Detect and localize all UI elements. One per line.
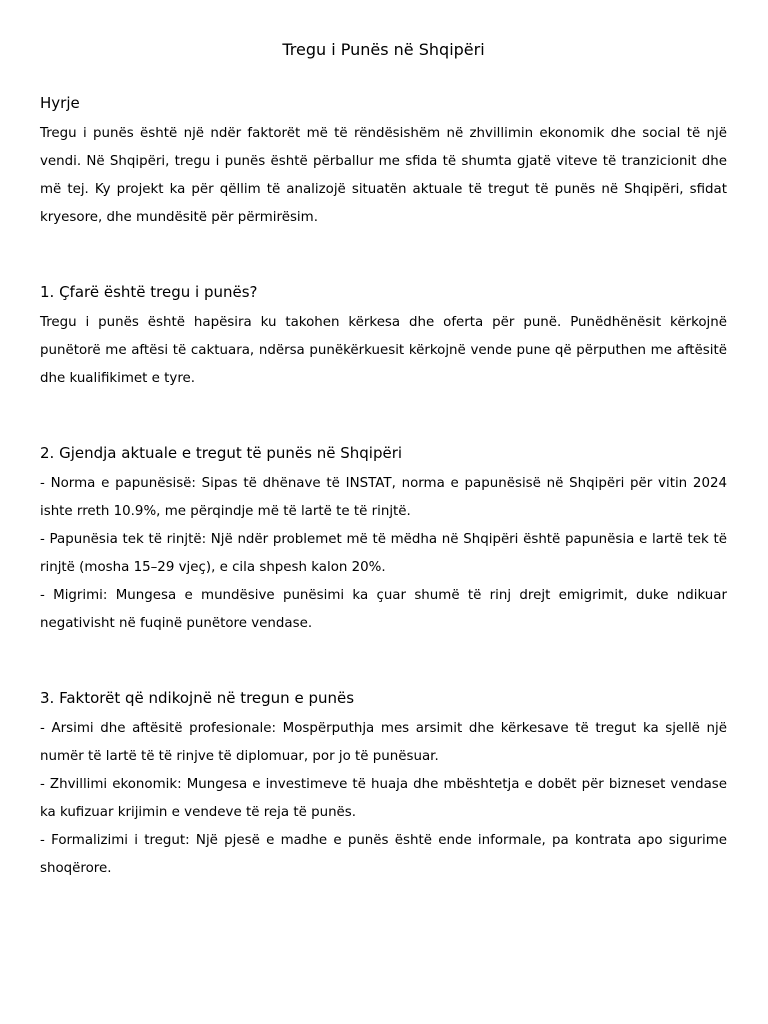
bullet-paragraph: - Zhvillimi ekonomik: Mungesa e investimeve të huaja dhe mbështetja e dobët për bizneset vendase ka kufizuar krijimin e vendeve të reja të punës. <box>40 777 727 820</box>
bullet-paragraph: - Norma e papunësisë: Sipas të dhënave të INSTAT, norma e papunësisë në Shqipëri për vitin 2024 ishte rreth 10.9%, me përqindje më të lartë te të rinjtë. <box>40 476 727 519</box>
section-current-situation <box>40 442 727 638</box>
section-heading: 3. Faktorët që ndikojnë në tregun e punës <box>40 689 355 707</box>
bullet-paragraph: - Migrimi: Mungesa e mundësive punësimi ka çuar shumë të rinj drejt emigrimit, duke ndikuar negativisht në fuqinë punëtore vendase. <box>40 588 727 631</box>
bullet-paragraph: - Papunësia tek të rinjtë: Një ndër problemet më të mëdha në Shqipëri është papunësia e lartë tek të rinjtë (mosha 15–29 vjeç), e cila shpesh kalon 20%. <box>40 532 727 575</box>
bullet-paragraph: - Formalizimi i tregut: Një pjesë e madhe e punës është ende informale, pa kontrata apo sigurime shoqërore. <box>40 833 727 876</box>
document-title: Tregu i Punës në Shqipëri <box>282 40 485 59</box>
section-heading: 1. Çfarë është tregu i punës? <box>40 283 258 301</box>
section-heading: 2. Gjendja aktuale e tregut të punës në Shqipëri <box>40 444 403 462</box>
section-influencing-factors <box>40 687 727 883</box>
paragraph: Tregu i punës është një ndër faktorët më të rëndësishëm në zhvillimin ekonomik dhe social të një vendi. Në Shqipëri, tregu i punës është përballur me sfida të shumta gjatë viteve të tranzicionit dhe më tej. Ky projekt ka për qëllim të analizojë situatën aktuale të tregut të punës në Shqipëri, sfidat kryesore, dhe mundësitë për përmirësim. <box>40 126 727 225</box>
section-heading: Hyrje <box>40 94 80 112</box>
section-introduction <box>40 92 727 232</box>
paragraph: Tregu i punës është hapësira ku takohen kërkesa dhe oferta për punë. Punëdhënësit kërkojnë punëtorë me aftësi të caktuara, ndërsa punëkërkuesit kërkojnë vende pune që përputhen me aftësitë dhe kualifikimet e tyre. <box>40 315 727 386</box>
section-what-is-labor-market <box>40 281 727 393</box>
bullet-paragraph: - Arsimi dhe aftësitë profesionale: Mospërputhja mes arsimit dhe kërkesave të tregut ka sjellë një numër të lartë të të rinjve të diplomuar, por jo të punësuar. <box>40 721 727 764</box>
